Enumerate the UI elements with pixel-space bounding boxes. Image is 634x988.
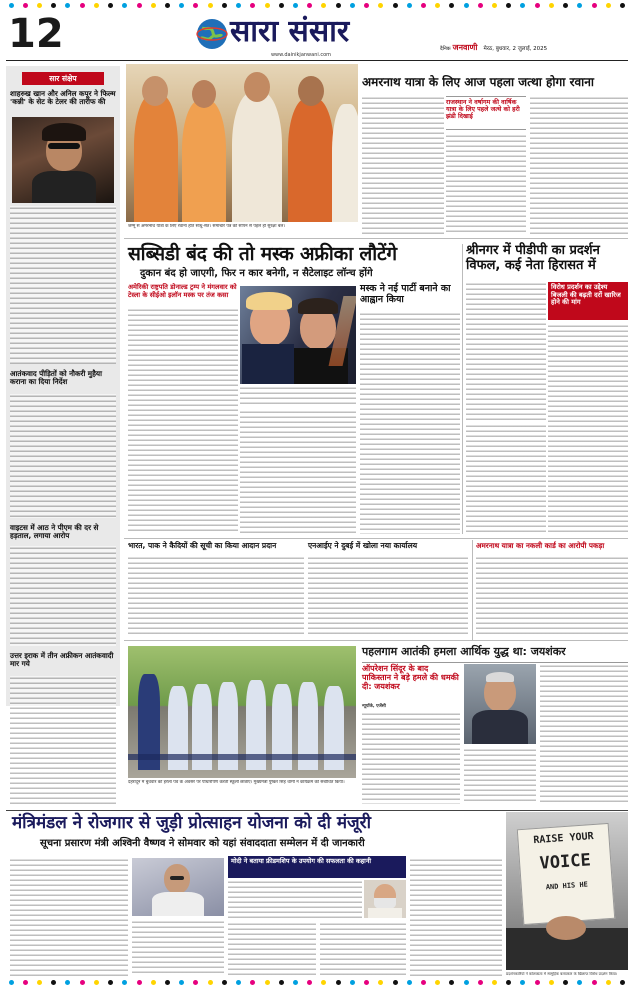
registration-dot [421, 3, 426, 8]
protest-sign [517, 823, 615, 925]
rajasthan-box [446, 96, 526, 130]
left-story4-body [10, 676, 116, 806]
protest-caption: प्रदर्शनकारियों ने कोलकाता में सामूहिक बलात्कार के खिलाफ विरोध प्रदर्शन किया। [506, 972, 618, 976]
registration-dot [592, 980, 597, 985]
sindoor-body-col2 [464, 748, 536, 804]
bottom-color-dots [0, 979, 634, 986]
registration-dot [23, 980, 28, 985]
registration-dot [80, 3, 85, 8]
srinagar-body-col3 [466, 424, 546, 534]
registration-dot [520, 980, 525, 985]
registration-dot [549, 3, 554, 8]
trump-photo-caption [240, 386, 356, 406]
globe-icon [196, 18, 228, 50]
masthead-website[interactable]: www.dainikjanwani.com [270, 52, 332, 58]
registration-dot [620, 980, 625, 985]
registration-dot [321, 3, 326, 8]
registration-dot [407, 980, 412, 985]
registration-dot [421, 980, 426, 985]
registration-dot [364, 980, 369, 985]
trump-headline[interactable]: अमेरिकी राष्ट्रपति डोनाल्ड ट्रम्प ने मंगलवार को टेस्ला के सीईओ इलॉन मस्क पर तंज कसा [128, 283, 237, 299]
cabinet-body-col4 [320, 922, 406, 976]
protest-sign-line1: RAISE YOUR [533, 830, 594, 847]
musk-party-body [360, 312, 460, 534]
musk-sub-headline[interactable]: दुकान बंद हो जाएगी, फिर न कार बनेगी, न सैटेलाइट लॉन्च होंगे [140, 268, 373, 279]
registration-dot [236, 3, 241, 8]
modi-headline[interactable]: मोदी ने बताया फ्रीडमशिप के उपयोग की सफलता की कहानी [231, 857, 372, 865]
rajasthan-headline[interactable]: राजस्थान ने वर्षागम की वार्षिक यात्रा के लिए पहले जत्थे को हरी झंडी दिखाई [446, 99, 520, 121]
amarnath-body-col3 [530, 96, 628, 234]
registration-dot [378, 980, 383, 985]
registration-dot [549, 980, 554, 985]
registration-dot [94, 980, 99, 985]
paper-prefix: दैनिक [440, 46, 451, 52]
jaishankar-photo [464, 664, 536, 744]
registration-dot [506, 980, 511, 985]
musk-party-headline[interactable]: मस्क ने नई पार्टी बनाने का आह्वान किया [360, 283, 451, 305]
registration-dot [293, 3, 298, 8]
vaishnaw-photo [132, 858, 224, 916]
sadhus-photo-caption: जम्मू से अमरनाथ यात्रा के लिए रवाना होते साधु-संत। समाचार पत्र को सौंपने से पहले ही सुरक्षा बल। [128, 224, 286, 229]
left-story2-body [10, 394, 116, 518]
registration-dot [108, 980, 113, 985]
pahalgam-headline[interactable]: पहलगाम आतंकी हमला आर्थिक युद्ध था: जयशंकर [362, 646, 628, 663]
registration-dot [606, 3, 611, 8]
registration-dot [137, 3, 142, 8]
trump-musk-photo [240, 286, 356, 384]
registration-dot [208, 3, 213, 8]
registration-dot [620, 3, 625, 8]
registration-dot [165, 980, 170, 985]
registration-dot [393, 3, 398, 8]
amarnath-body-col1 [362, 96, 444, 234]
srinagar-body-col2 [548, 324, 628, 534]
sindoor-body-col1 [362, 712, 460, 804]
protest-sign-line2: VOICE [538, 850, 592, 874]
registration-dot [449, 3, 454, 8]
registration-dot [37, 3, 42, 8]
registration-dot [336, 3, 341, 8]
left-story3-headline[interactable]: वाइटस में आठ ने पीएम की दर से हड़ताल, लगाया आरोप [10, 523, 99, 541]
left-story1-body [10, 206, 116, 364]
registration-dot [478, 3, 483, 8]
registration-dot [293, 980, 298, 985]
musk-main-headline[interactable]: सब्सिडी बंद की तो मस्क अफ्रीका लौटेंगे [128, 243, 397, 265]
shahrukh-photo [12, 117, 114, 203]
registration-dot [37, 980, 42, 985]
trump-body-col2 [240, 410, 356, 534]
sadhus-photo [126, 64, 358, 222]
registration-dot [122, 3, 127, 8]
nia-headline[interactable]: एनआईए ने दुबई में खोला नया कार्यालय [308, 541, 418, 550]
schoolgirls-photo [128, 646, 356, 778]
registration-dot [506, 3, 511, 8]
registration-dot [606, 980, 611, 985]
schoolgirls-caption: देहरादून में बुधवार को हरेला पर्व के अवसर पर पौधारोपण करती स्कूली छात्राएं। मुख्यमंत्री पुष्कर सिंह धामी ने कार्यक्रम को संबोधित किया। [128, 780, 345, 785]
registration-dot [51, 980, 56, 985]
srinagar-sub-headline[interactable]: विरोध प्रदर्शन का उद्देश्य बिजली की बढ़ती दरों खारिज होने की मांग [551, 283, 621, 307]
left-story4-headline[interactable]: उत्तर इराक में तीन अफ्रीकन आतंकवादी मार गये [10, 651, 114, 669]
nia-body [308, 556, 468, 636]
dateline-strip [440, 40, 630, 56]
sindoor-body-col3 [540, 664, 628, 804]
cabinet-body-col3 [228, 922, 316, 976]
cabinet-body-col1 [10, 858, 128, 976]
cabinet-body-col2 [132, 920, 224, 976]
registration-dot [250, 980, 255, 985]
bharat-pak-headline[interactable]: भारत, पाक ने कैदियों की सूची का किया आदान प्रदान [128, 541, 277, 550]
amarnath-body-col2 [446, 134, 526, 234]
modi-box [228, 856, 406, 878]
registration-dot [23, 3, 28, 8]
registration-dot [179, 3, 184, 8]
bottom-section-rule [6, 810, 628, 811]
protest-photo [506, 812, 628, 970]
row3-bottom-rule [124, 640, 628, 641]
page-number: 12 [8, 11, 64, 57]
registration-dot [492, 3, 497, 8]
registration-dot [137, 980, 142, 985]
trump-body [128, 308, 238, 534]
registration-dot [577, 980, 582, 985]
registration-dot [393, 980, 398, 985]
registration-dot [364, 3, 369, 8]
registration-dot [478, 980, 483, 985]
amarnath-headline[interactable]: अमरनाथ यात्रा के लिए आज पहला जत्था होगा रवाना [362, 75, 595, 89]
registration-dot [165, 3, 170, 8]
registration-dot [464, 3, 469, 8]
registration-dot [151, 980, 156, 985]
cabinet-headline[interactable]: मंत्रिमंडल ने रोजगार से जुड़ी प्रोत्साहन योजना को दी मंजूरी [12, 813, 371, 833]
paper-name: जनवाणी [452, 43, 478, 52]
registration-dot [592, 3, 597, 8]
registration-dot [535, 980, 540, 985]
srinagar-headline[interactable]: श्रीनगर में पीडीपी का प्रदर्शन विफल, कई नेता हिरासत में [466, 243, 600, 273]
registration-dot [307, 3, 312, 8]
registration-dot [520, 3, 525, 8]
registration-dot [435, 3, 440, 8]
left-story3-body [10, 546, 116, 646]
registration-dot [378, 3, 383, 8]
registration-dot [535, 3, 540, 8]
row3-col-rule [472, 540, 473, 640]
top-color-dots [0, 2, 634, 9]
modi-body [228, 880, 362, 918]
srinagar-sub-box [548, 282, 628, 320]
modi-photo [364, 880, 406, 918]
registration-dot [51, 3, 56, 8]
registration-dot [151, 3, 156, 8]
registration-dot [265, 980, 270, 985]
registration-dot [279, 3, 284, 8]
summary-tag: सार संक्षेप [22, 72, 104, 85]
registration-dot [9, 3, 14, 8]
registration-dot [108, 3, 113, 8]
registration-dot [80, 980, 85, 985]
registration-dot [9, 980, 14, 985]
registration-dot [307, 980, 312, 985]
cabinet-sub-headline[interactable]: सूचना प्रसारण मंत्री अश्विनी वैष्णव ने सोमवार को यहां संवाददाता सम्मेलन में दी जानकारी [40, 838, 365, 849]
registration-dot [222, 980, 227, 985]
fake-card-headline[interactable]: अमरनाथ यात्रा का नकली कार्ड का आरोपी पकड़ा [476, 541, 605, 550]
registration-dot [407, 3, 412, 8]
cabinet-body-col5 [410, 858, 502, 976]
registration-dot [222, 3, 227, 8]
masthead-title: सारा संसार [230, 14, 350, 49]
registration-dot [563, 980, 568, 985]
dateline: मेरठ, बुधवार, 2 जुलाई, 2025 [483, 46, 548, 52]
registration-dot [179, 980, 184, 985]
mid-section-rule [124, 538, 628, 539]
registration-dot [265, 3, 270, 8]
registration-dot [94, 3, 99, 8]
srinagar-body-col1 [466, 282, 546, 422]
protest-sign-line3: AND HIS HE [545, 880, 589, 892]
bharat-pak-body [128, 556, 304, 636]
registration-dot [122, 980, 127, 985]
top-section-rule [124, 238, 628, 239]
sindoor-headline[interactable]: ऑपरेशन सिंदूर के बाद पाकिस्तान ने बड़े हमले की धमकी दी: जयशंकर [362, 664, 459, 692]
registration-dot [193, 980, 198, 985]
fake-card-body [476, 556, 628, 636]
registration-dot [577, 3, 582, 8]
registration-dot [236, 980, 241, 985]
registration-dot [449, 980, 454, 985]
registration-dot [321, 980, 326, 985]
left-story1-headline[interactable]: शाहरुख खान और अनिल कपूर ने फिल्म 'कन्नी' के सेट के टेलर की तारीफ की [10, 89, 116, 107]
registration-dot [65, 3, 70, 8]
masthead-rule [6, 60, 628, 61]
registration-dot [435, 980, 440, 985]
registration-dot [464, 980, 469, 985]
registration-dot [350, 980, 355, 985]
registration-dot [279, 980, 284, 985]
registration-dot [350, 3, 355, 8]
registration-dot [208, 980, 213, 985]
registration-dot [563, 3, 568, 8]
mid-col-rule [462, 244, 463, 534]
left-story2-headline[interactable]: आतंकवाद पीड़ितों को नौकरी मुहैया कराना का दिया निर्देश [10, 369, 102, 387]
registration-dot [65, 980, 70, 985]
registration-dot [336, 980, 341, 985]
registration-dot [193, 3, 198, 8]
sindoor-dateline: न्यूयॉर्क, एजेंसी [362, 704, 386, 709]
registration-dot [250, 3, 255, 8]
registration-dot [492, 980, 497, 985]
